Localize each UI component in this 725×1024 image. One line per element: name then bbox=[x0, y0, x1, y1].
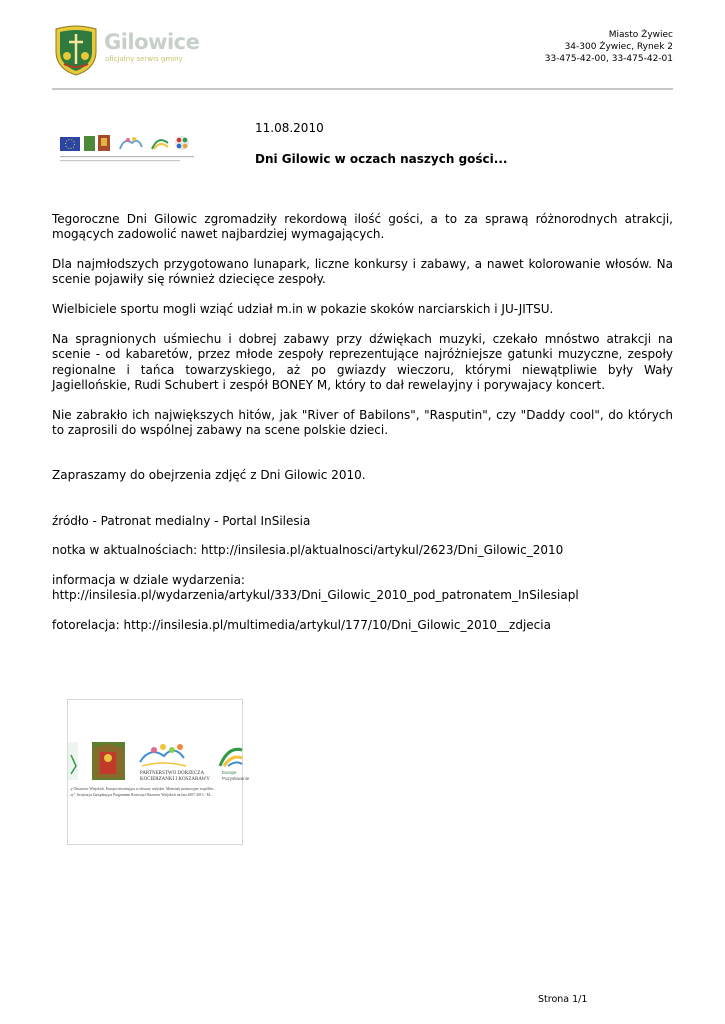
article-body bbox=[52, 212, 673, 648]
article-photo[interactable] bbox=[67, 699, 250, 845]
contact-block bbox=[545, 29, 673, 65]
site-logo[interactable] bbox=[52, 24, 202, 76]
partnership-caption-1: PARTNERSTWO DORZECZA bbox=[140, 771, 205, 776]
article-paragraph: Nie zabrakło ich największych hitów, jak "River of Babilons", "Rasputin", czy "Daddy cool", do których to zaprosili do wspólnej zabawy na scene polskie dzieci. bbox=[52, 407, 673, 437]
article-title: Dni Gilowic w oczach naszych gości... bbox=[255, 152, 508, 166]
side-label-1: Europe bbox=[222, 770, 237, 775]
article-paragraph: Wielbiciele sportu mogli wziąć udział m.in w pokazie skoków narciarskich i JU-JITSU. bbox=[52, 302, 554, 317]
leader-logo-icon bbox=[84, 136, 95, 151]
eu-flag-icon bbox=[60, 137, 80, 151]
contact-name: Miasto Żywiec bbox=[608, 30, 673, 40]
site-brand: Gilowice bbox=[104, 30, 200, 54]
contact-phones: 33-475-42-00, 33-475-42-01 bbox=[544, 54, 673, 64]
funding-logos-thumbnail[interactable] bbox=[58, 131, 196, 171]
news-link-line[interactable]: notka w aktualnościach: http://insilesia.pl/aktualnosci/artykul/2623/Dni_Gilowic_2010 bbox=[52, 543, 564, 558]
banner-image bbox=[68, 700, 250, 844]
site-tagline: oficjalny serwis gminy bbox=[105, 55, 183, 63]
gilowice-crest-icon bbox=[52, 24, 100, 76]
header-divider bbox=[52, 88, 673, 90]
photo-report-link-line[interactable]: fotorelacja: http://insilesia.pl/multimedia/artykul/177/10/Dni_Gilowic_2010__zdjecia bbox=[52, 618, 551, 633]
contact-address: 34-300 Żywiec, Rynek 2 bbox=[564, 42, 673, 52]
article-paragraph: Tegoroczne Dni Gilowic zgromadziły rekordową ilość gości, a to za sprawą różnorodnych atrakcji, mogących zadowolić nawet najbardziej wymagających. bbox=[52, 212, 673, 242]
rosette-logo-icon bbox=[175, 136, 189, 150]
article-paragraph: Na spragnionych uśmiechu i dobrej zabawy przy dźwiękach muzyki, czekało mnóstwo atrakcji na scenie - od kabaretów, przez młode zespoły reprezentujące najróżniejsze gatunki muzyczne, zespoły regionalne i tańca towarzyskiego, aż po gwiazdy wieczoru, którymi niewątpliwie były Wały Jagiellońskie, Rudi Schubert i zespół BONEY M, który to dał rewelayjny i porywajacy koncert. bbox=[52, 331, 673, 392]
event-link-line[interactable]: informacja w dziale wydarzenia: http://insilesia.pl/wydarzenia/artykul/333/Dni_Gilowic_2010_pod_patronatem_InSilesiapl bbox=[52, 573, 579, 603]
page-number: Strona 1/1 bbox=[538, 994, 588, 1005]
fine-print-2: ...ry". Instytucja Zarządzająca Programem Rozwoju Obszarów Wiejskich na lata 2007-2013 - M... bbox=[68, 793, 213, 797]
article-date: 11.08.2010 bbox=[255, 121, 324, 135]
article-paragraph: Dla najmłodszych przygotowano lunapark, liczne konkursy i zabawy, a nawet kolorowanie włosów. Na scenie pojawiły się również dziecięce zespoły. bbox=[52, 257, 673, 287]
invitation-paragraph: Zapraszamy do obejrzenia zdjęć z Dni Gilowic 2010. bbox=[52, 468, 366, 483]
source-line: źródło - Patronat medialny - Portal InSilesia bbox=[52, 513, 311, 528]
fine-print-1: ...y Obszarów Wiejskich. Europa inwestująca w obszary wiejskie. Materiały promocyjne współfin... bbox=[68, 787, 216, 791]
partnership-caption-2: KOCIERZANKI I KOSZARAWY bbox=[140, 777, 210, 782]
side-label-2: Pozyskiwanie bbox=[222, 776, 250, 781]
